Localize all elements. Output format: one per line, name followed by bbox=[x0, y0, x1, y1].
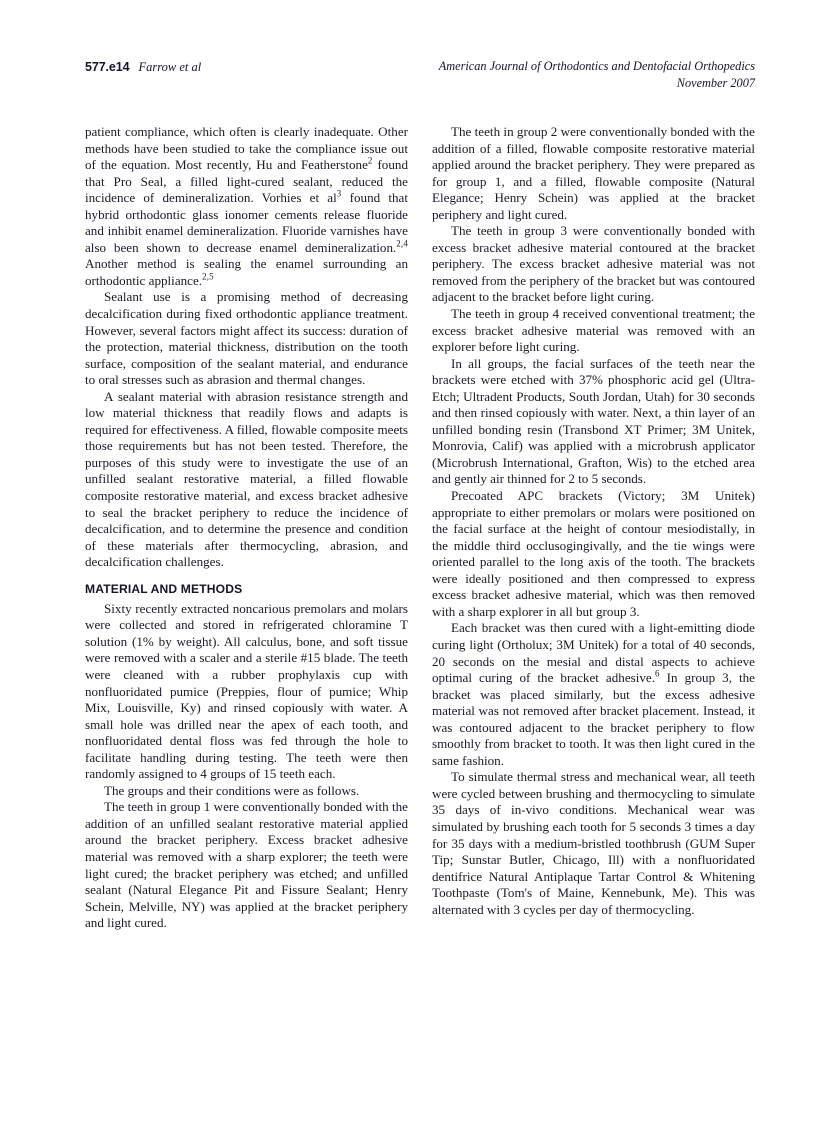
paragraph: The groups and their conditions were as follows. bbox=[104, 782, 360, 798]
running-head-authors: Farrow et al bbox=[138, 60, 202, 74]
running-head-right bbox=[439, 58, 755, 91]
reference-marker: 2 bbox=[367, 155, 373, 166]
running-head bbox=[85, 58, 755, 100]
paragraph: In all groups, the facial surfaces of the teeth near the brackets were etched with 37% phosphoric acid gel (Ultra-Etch; Ultradent Products, South Jordan, Utah) for 30 seconds and then rinsed copiously with water. Next, a thin layer of an unfilled bonding resin (Transbond XT Primer; 3M Unitek, Monrovia, Calif) was applied with a microbrush applicator (Microbrush International, Grafton, Wis) to the etched area and gently air thinned for 2 to 5 seconds. bbox=[432, 355, 755, 487]
paragraph: Sealant use is a promising method of decreasing decalcification during fixed orthodontic appliance treatment. However, several factors might affect its success: duration of the protection, material thickness, distribution on the tooth surface, composition of the sealant material, and endurance to oral stresses such as abrasion and thermal changes. bbox=[85, 289, 408, 388]
paragraph: The teeth in group 1 were conventionally bonded with the addition of an unfilled sealant restorative material applied around the bracket periphery. Excess bracket adhesive material was removed with a sharp explorer; the teeth were light cured; the bracket periphery was etched; and unfilled sealant (Natural Elegance Pit and Fissure Sealant; Henry Schein, Melville, NY) was applied at the bracket periphery and light cured. bbox=[85, 799, 408, 931]
page-folio: 577.e14 bbox=[85, 60, 130, 74]
journal-title: American Journal of Orthodontics and Dentofacial Orthopedics bbox=[438, 59, 755, 73]
reference-marker: 3 bbox=[336, 188, 342, 199]
paragraph-text: found that Pro Seal, a filled light-cured sealant, reduced the incidence of demineralization. Vorhies et al bbox=[85, 157, 408, 206]
paragraph-text: Another method is sealing the enamel surrounding an orthodontic appliance. bbox=[85, 256, 408, 288]
reference-marker: 6 bbox=[655, 668, 660, 679]
paragraph bbox=[432, 620, 755, 769]
paragraph-text: found that hybrid orthodontic glass ionomer cements release fluoride and inhibit enamel demineralization. Fluoride varnishes have also been shown to decrease enamel demineralization. bbox=[85, 190, 409, 255]
paragraph-text: In group 3, the bracket was placed similarly, but the excess adhesive material was not removed after bracket placement. Instead, it was contoured adjacent to the bracket periphery to flow smoothly from bracket to tooth. It was then light cured in the same fashion. bbox=[432, 670, 755, 768]
issue-date: November 2007 bbox=[676, 75, 755, 90]
reference-marker: 2,5 bbox=[202, 271, 214, 282]
paragraph: The teeth in group 4 received conventional treatment; the excess bracket adhesive material was removed with an explorer before light curing. bbox=[432, 306, 755, 355]
reference-marker: 2,4 bbox=[396, 238, 408, 249]
paragraph: To simulate thermal stress and mechanical wear, all teeth were cycled between brushing and thermocycling to simulate 35 days of in-vivo conditions. Mechanical wear was simulated by brushing each tooth for 5 seconds 3 times a day for 35 days with a medium-bristled toothbrush (GUM Super Tip; Sunstar Butler, Chicago, Ill) with a nonfluoridated dentifrice Natural Antiplaque Tartar Control & Whitening Toothpaste (Tom's of Maine, Kennebunk, Me). This was alternated with 3 cycles per day of thermocycling. bbox=[432, 769, 755, 917]
paragraph: A sealant material with abrasion resistance strength and low material thickness that readily flows and adapts is required for effectiveness. A filled, flowable composite meets those requirements but has not been tested. Therefore, the purposes of this study were to investigate the use of an unfilled sealant restorative material, a filled flowable composite restorative material, and excess bracket adhesive to seal the bracket periphery to reduce the incidence of decalcification, and to determine the presence and condition of these materials after thermocycling, abrasion, and decalcification challenges. bbox=[85, 388, 408, 570]
paragraph-text: patient compliance, which often is clearly inadequate. Other methods have been studied to take the compliance issue out of the equation. Most recently, Hu and Featherstone bbox=[85, 124, 408, 173]
paragraph: Precoated APC brackets (Victory; 3M Unitek) appropriate to either premolars or molars were positioned on the facial surface at the height of contour mesiodistally, in the middle third occlusogingivally, and the tie wings were oriented parallel to the long axis of the tooth. The brackets were ideally positioned and then compressed to express excess bracket adhesive material, which was then removed with a sharp explorer in all but group 3. bbox=[432, 488, 755, 619]
paragraph: The teeth in group 2 were conventionally bonded with the addition of a filled, flowable composite restorative material applied around the bracket periphery. They were prepared as for group 1, and a filled, flowable composite (Natural Elegance; Henry Schein) was applied at the bracket periphery and light cured. bbox=[432, 124, 755, 222]
paragraph bbox=[85, 124, 408, 289]
paragraph-text: Each bracket was then cured with a light-emitting diode curing light (Ortholux; 3M Unitek) for a total of 40 seconds, 20 seconds on the mesial and distal aspects to achieve optimal curing of the bracket adhesive. bbox=[432, 620, 755, 686]
running-head-left bbox=[85, 58, 201, 76]
section-heading-material-and-methods: MATERIAL AND METHODS bbox=[85, 581, 243, 596]
column-left bbox=[85, 124, 408, 932]
paragraph: The teeth in group 3 were conventionally bonded with excess bracket adhesive material contoured at the bracket periphery. The excess bracket adhesive material was not removed from the periphery of the bracket but was contoured adjacent to the bracket before light curing. bbox=[432, 223, 755, 305]
paragraph: Sixty recently extracted noncarious premolars and molars were collected and stored in refrigerated chloramine T solution (1% by weight). All calculus, bone, and soft tissue were removed with a scaler and a sterile #15 blade. The teeth were cleaned with a rubber prophylaxis cup with nonfluoridated pumice (Preppies, flour of pumice; Whip Mix, Louisville, Ky) and rinsed copiously with water. A small hole was drilled near the apex of each tooth, and nonfluoridated dental floss was fed through the hole to facilitate handling during testing. The teeth were then randomly assigned to 4 groups of 15 teeth each. bbox=[85, 600, 408, 782]
column-right bbox=[432, 124, 755, 918]
